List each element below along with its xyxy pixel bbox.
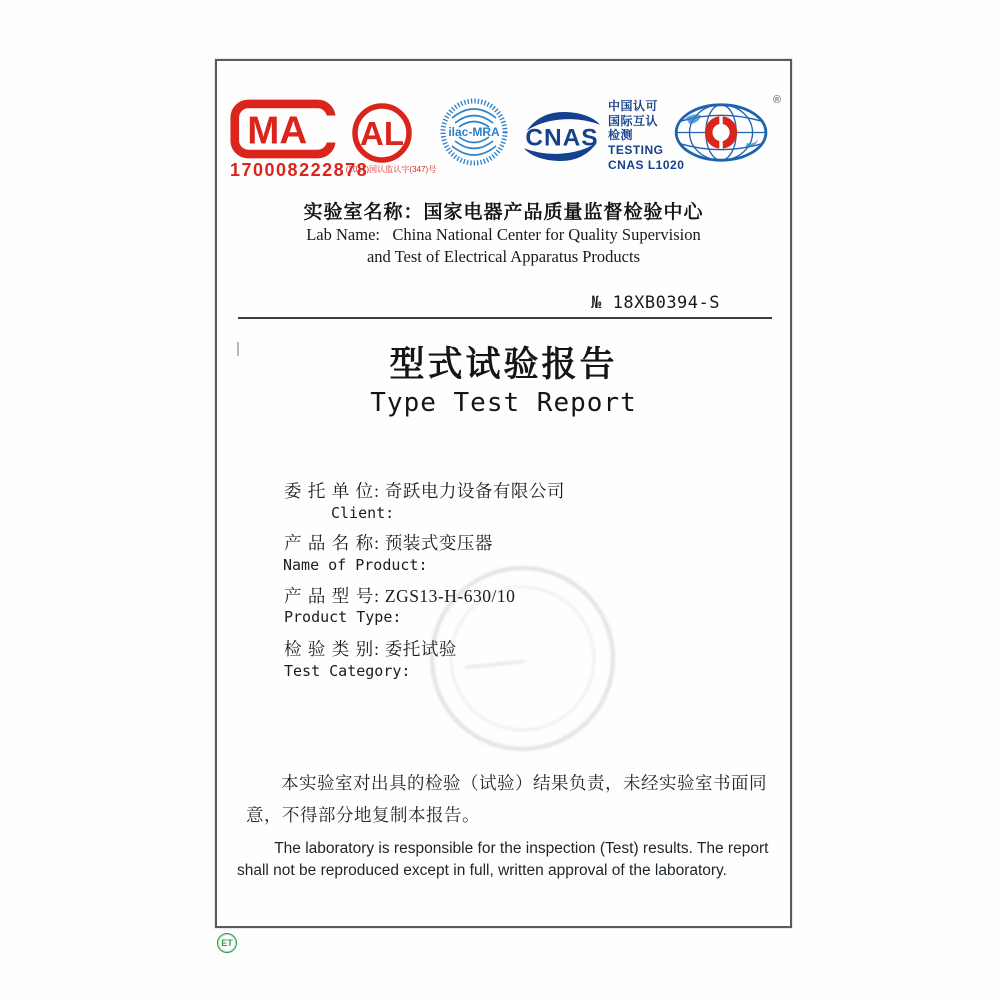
cal-logo xyxy=(350,101,414,170)
lab-name-en-line1 xyxy=(217,225,790,245)
cma-logo xyxy=(229,99,337,164)
lab-name-label-zh: 实验室名称： xyxy=(303,202,424,223)
cal-caption: (2017)国认监认字(347)号 xyxy=(345,164,437,174)
field-product-type xyxy=(284,583,515,608)
field-product-name-label-zh: 产 品 名 称: xyxy=(284,533,380,553)
field-client-label-zh: 委 托 单 位: xyxy=(284,481,380,501)
report-title-zh: 型式试验报告 xyxy=(389,345,618,384)
cnas-logo xyxy=(517,108,607,170)
globe-logo xyxy=(672,101,772,169)
cma-certificate-number: 170008222878 xyxy=(230,160,369,180)
field-test-category-value: 委托试验 xyxy=(384,639,457,659)
cal-logo-icon xyxy=(350,101,414,165)
lab-name-value-zh: 国家电器产品质量监督检验中心 xyxy=(423,202,704,223)
green-corner-seal xyxy=(217,933,237,953)
field-product-name xyxy=(284,530,493,555)
cnas-logo-icon xyxy=(517,108,607,165)
svg-text:CNAS: CNAS xyxy=(525,124,599,152)
registered-trademark-mark: ® xyxy=(773,94,782,106)
svg-text:MA: MA xyxy=(247,109,308,153)
accreditation-line: 检测 xyxy=(608,128,634,143)
field-client-value: 奇跃电力设备有限公司 xyxy=(384,481,565,501)
green-corner-seal-text: ET xyxy=(221,938,233,948)
accreditation-line: CNAS L1020 xyxy=(608,157,685,172)
field-test-category-label-zh: 检 验 类 别: xyxy=(284,639,380,659)
svg-text:AL: AL xyxy=(360,115,404,152)
report-number: № 18XB0394-S xyxy=(591,293,720,313)
report-title-en: Type Test Report xyxy=(370,388,637,418)
ilac-mra-logo-icon xyxy=(439,97,509,167)
horizontal-rule xyxy=(238,317,772,319)
lab-name-value-en: China National Center for Quality Supervision xyxy=(392,225,701,244)
field-test-category xyxy=(284,636,457,661)
field-product-type-label-zh: 产 品 型 号: xyxy=(284,586,380,606)
cma-logo-icon xyxy=(229,99,337,159)
lab-name-label-en: Lab Name: xyxy=(306,225,380,244)
accreditation-line: 国际互认 xyxy=(608,113,659,128)
lab-name-zh xyxy=(217,197,790,224)
responsibility-notice-zh: 本实验室对出具的检验（试验）结果负责，未经实验室书面同意，不得部分地复制本报告。 xyxy=(246,773,767,826)
field-product-type-value: ZGS13-H-630/10 xyxy=(384,586,516,606)
accreditation-line: 中国认可 xyxy=(608,99,659,113)
responsibility-notice-en: The laboratory is responsible for the inspection (Test) results. The report shall not be reproduced except in full, written approval of the laboratory. xyxy=(237,840,769,880)
svg-text:ilac-MRA: ilac-MRA xyxy=(448,125,500,139)
ilac-mra-logo xyxy=(439,97,509,172)
accreditation-line: TESTING xyxy=(608,142,664,157)
globe-logo-icon xyxy=(672,101,772,164)
certificate-page xyxy=(215,59,792,928)
field-client-label-en: Client: xyxy=(331,504,395,522)
field-client xyxy=(284,478,565,503)
field-product-type-label-en: Product Type: xyxy=(284,608,402,626)
field-product-name-value: 预装式变压器 xyxy=(384,533,493,553)
field-test-category-label-en: Test Category: xyxy=(284,662,411,680)
lab-name-en-line2: and Test of Electrical Apparatus Products xyxy=(366,247,640,266)
field-product-name-label-en: Name of Product: xyxy=(283,556,428,574)
